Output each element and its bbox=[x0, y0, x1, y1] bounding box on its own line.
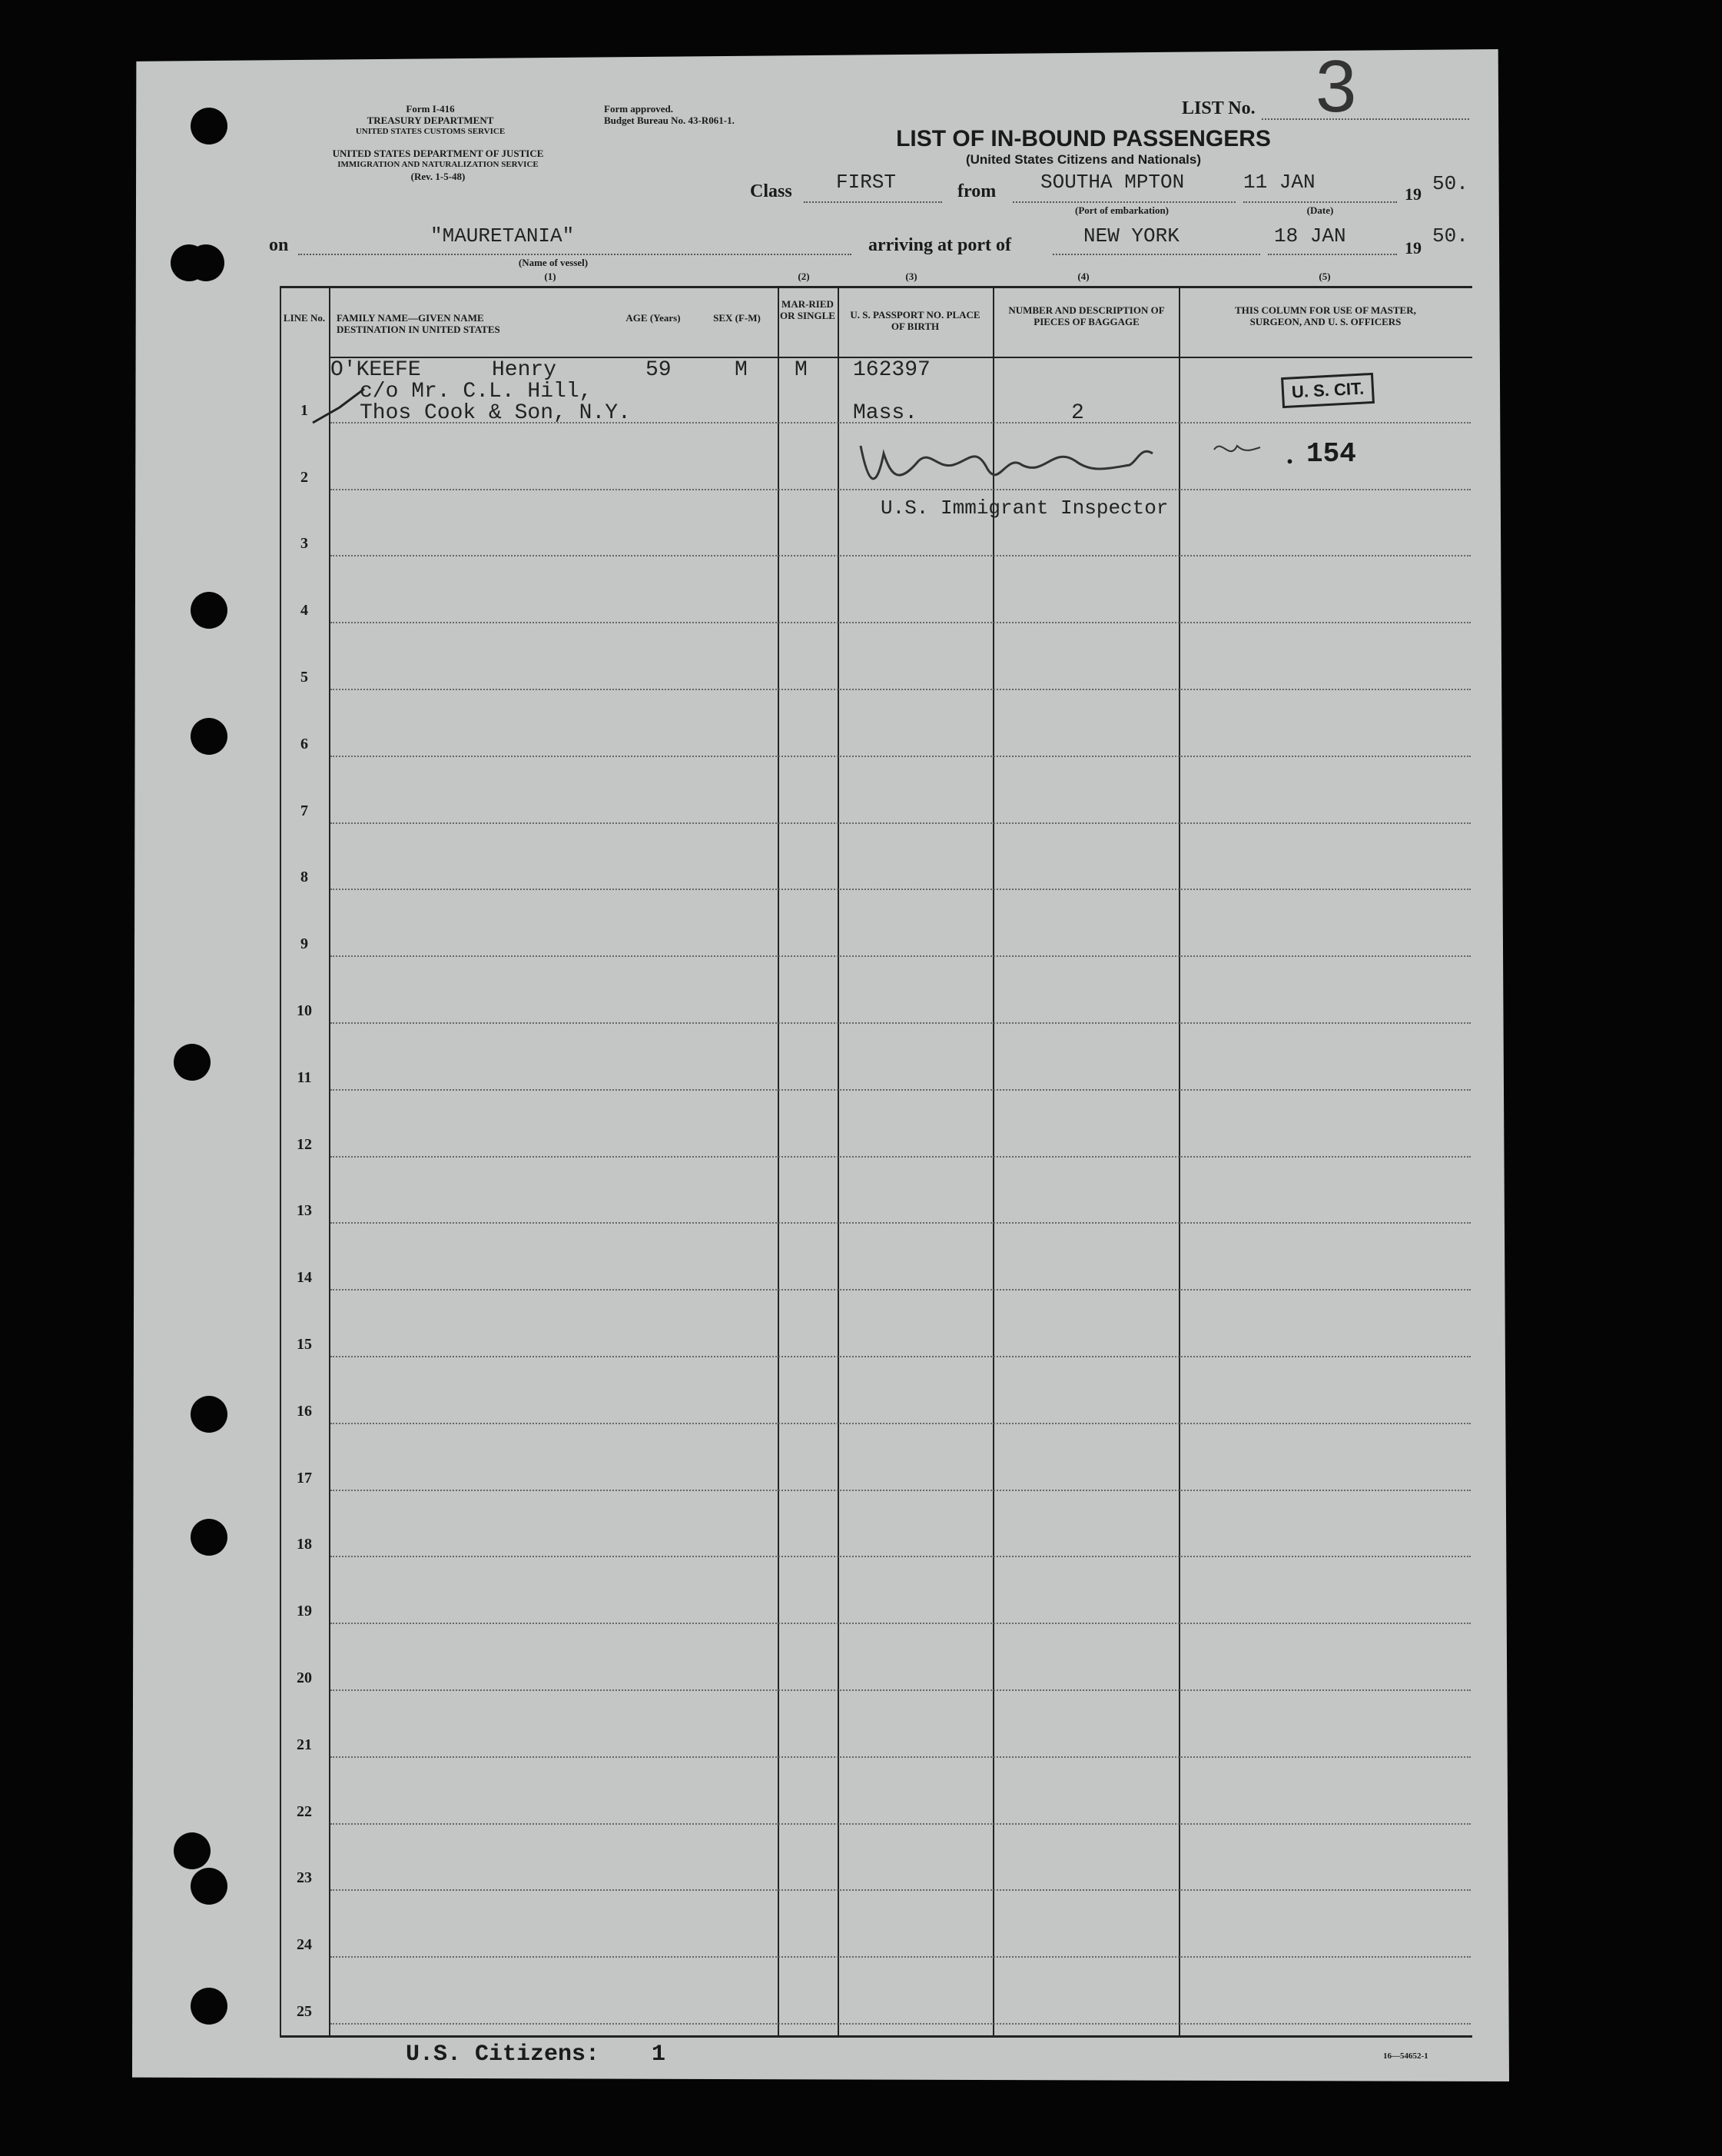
family-name: O'KEEFE bbox=[330, 358, 421, 382]
table-left-border bbox=[280, 286, 281, 2037]
punch-hole bbox=[187, 244, 224, 281]
vessel-line bbox=[298, 254, 851, 255]
header-line-no: LINE No. bbox=[283, 312, 326, 324]
punch-hole bbox=[191, 1519, 227, 1556]
given-name: Henry bbox=[492, 358, 557, 382]
line-number: 21 bbox=[297, 1736, 312, 1753]
line-number: 19 bbox=[297, 1603, 312, 1619]
col-num-4: (4) bbox=[1077, 271, 1090, 282]
budget-bureau: Budget Bureau No. 43-R061-1. bbox=[604, 115, 735, 126]
col-num-2: (2) bbox=[798, 271, 810, 282]
line-number: 6 bbox=[300, 736, 308, 752]
row-line bbox=[330, 1689, 1471, 1691]
revision: (Rev. 1-5-48) bbox=[410, 171, 466, 182]
punch-hole bbox=[191, 592, 227, 629]
row-line bbox=[330, 822, 1471, 824]
line-number: 4 bbox=[300, 602, 308, 619]
line-number: 24 bbox=[297, 1936, 312, 1953]
row-line bbox=[330, 622, 1471, 623]
col-num-5: (5) bbox=[1319, 271, 1331, 282]
row-line bbox=[330, 955, 1471, 957]
line-number: 17 bbox=[297, 1470, 312, 1487]
on-label: on bbox=[269, 235, 289, 255]
us-cit-stamp: U. S. CIT. bbox=[1281, 373, 1375, 408]
record-number: 154 bbox=[1306, 438, 1356, 470]
col-divider-married bbox=[838, 286, 839, 2037]
embark-date-line bbox=[1243, 201, 1397, 203]
birthplace: Mass. bbox=[853, 401, 918, 425]
arrival-year: 50. bbox=[1432, 224, 1468, 247]
vessel-caption: (Name of vessel) bbox=[518, 257, 589, 268]
col-divider-passport bbox=[993, 286, 994, 2037]
arrival-year-prefix: 19 bbox=[1405, 238, 1422, 257]
page-subtitle: (United States Citizens and Nationals) bbox=[965, 152, 1202, 167]
row-line bbox=[330, 1756, 1471, 1758]
row-line bbox=[330, 1956, 1471, 1958]
col-num-1: (1) bbox=[544, 271, 556, 282]
line-number: 9 bbox=[300, 935, 308, 952]
line-number: 12 bbox=[297, 1136, 312, 1153]
line-number: 14 bbox=[297, 1269, 312, 1286]
row-line bbox=[330, 1623, 1471, 1624]
line-number: 7 bbox=[300, 802, 308, 819]
punch-hole bbox=[191, 1396, 227, 1433]
table-top-border bbox=[280, 286, 1472, 288]
line-number: 5 bbox=[300, 669, 308, 686]
punch-hole bbox=[191, 718, 227, 755]
port-embark-caption: (Port of embarkation) bbox=[1074, 204, 1170, 216]
arrival-date: 18 JAN bbox=[1274, 224, 1346, 247]
punch-hole bbox=[191, 1988, 227, 2025]
row-line bbox=[330, 1889, 1471, 1891]
punch-hole bbox=[191, 1868, 227, 1905]
arriving-label: arriving at port of bbox=[868, 235, 1011, 255]
ins-service: IMMIGRATION AND NATURALIZATION SERVICE bbox=[337, 160, 539, 169]
line-number: 25 bbox=[297, 2003, 312, 2020]
header-name: FAMILY NAME—GIVEN NAME DESTINATION IN UNITED STATES bbox=[337, 312, 500, 335]
punch-hole bbox=[174, 1044, 211, 1081]
address-line-1: c/o Mr. C.L. Hill, bbox=[360, 380, 592, 404]
form-number: Form I-416 bbox=[406, 103, 455, 115]
embark-year: 50. bbox=[1432, 172, 1468, 195]
port-embark-value: SOUTHA MPTON bbox=[1040, 171, 1185, 194]
row-line bbox=[330, 1222, 1471, 1224]
port-embark-line bbox=[1013, 201, 1236, 203]
col-num-3: (3) bbox=[905, 271, 917, 282]
punch-hole bbox=[191, 108, 227, 145]
class-value: FIRST bbox=[836, 171, 897, 194]
table-bottom-border bbox=[280, 2035, 1472, 2038]
col-divider-name bbox=[778, 286, 779, 2037]
row-line bbox=[330, 689, 1471, 690]
citizens-label: U.S. Citizens: bbox=[406, 2041, 600, 2068]
row-line bbox=[330, 1022, 1471, 1024]
line-number: 22 bbox=[297, 1803, 312, 1820]
class-label: Class bbox=[750, 181, 792, 201]
inspector-title: U.S. Immigrant Inspector bbox=[881, 497, 1169, 520]
married-value: M bbox=[795, 358, 808, 382]
line-number: 23 bbox=[297, 1869, 312, 1886]
form-approved: Form approved. bbox=[604, 103, 674, 115]
from-label: from bbox=[957, 181, 997, 201]
justice-dept: UNITED STATES DEPARTMENT OF JUSTICE bbox=[332, 148, 544, 159]
vessel-name: "MAURETANIA" bbox=[430, 224, 575, 247]
header-passport: U. S. PASSPORT NO. PLACE OF BIRTH bbox=[850, 309, 980, 332]
age-value: 59 bbox=[645, 358, 672, 382]
line-number: 1 bbox=[300, 402, 308, 419]
manifest-page bbox=[132, 49, 1509, 2081]
dot-mark: . bbox=[1286, 439, 1293, 470]
list-no-line bbox=[1262, 118, 1469, 120]
line-number: 2 bbox=[300, 469, 308, 486]
check-mark bbox=[309, 384, 370, 430]
row-line bbox=[330, 889, 1471, 890]
line-number: 11 bbox=[297, 1069, 312, 1086]
citizens-count: 1 bbox=[652, 2041, 666, 2068]
row-line bbox=[330, 1556, 1471, 1557]
line-number: 18 bbox=[297, 1536, 312, 1553]
list-no-value: 3 bbox=[1316, 45, 1357, 128]
baggage-count: 2 bbox=[1071, 401, 1084, 425]
embark-year-prefix: 19 bbox=[1405, 184, 1422, 204]
class-line bbox=[804, 201, 942, 203]
date-caption: (Date) bbox=[1306, 204, 1334, 216]
inspector-signature bbox=[845, 430, 1276, 500]
row-line bbox=[330, 1156, 1471, 1158]
row-line bbox=[330, 555, 1471, 556]
line-number: 13 bbox=[297, 1202, 312, 1219]
line-number: 3 bbox=[300, 535, 308, 552]
arrival-port-line bbox=[1053, 254, 1260, 255]
row-line bbox=[330, 1423, 1471, 1424]
header-sex: SEX (F-M) bbox=[713, 312, 761, 324]
row-line bbox=[330, 756, 1471, 757]
row-line bbox=[330, 1289, 1471, 1291]
line-number: 8 bbox=[300, 869, 308, 885]
form-code: 16—54652-1 bbox=[1383, 2051, 1428, 2061]
row-line bbox=[330, 2023, 1471, 2025]
customs-service: UNITED STATES CUSTOMS SERVICE bbox=[355, 127, 506, 136]
arrival-port: NEW YORK bbox=[1083, 224, 1180, 247]
header-age: AGE (Years) bbox=[625, 312, 681, 324]
line-number: 16 bbox=[297, 1403, 312, 1420]
punch-hole bbox=[174, 1832, 211, 1869]
embark-date: 11 JAN bbox=[1243, 171, 1316, 194]
row-line bbox=[330, 1490, 1471, 1491]
line-number: 10 bbox=[297, 1002, 312, 1019]
arrival-date-line bbox=[1268, 254, 1397, 255]
line-number: 20 bbox=[297, 1669, 312, 1686]
sex-value: M bbox=[735, 358, 748, 382]
col-divider-baggage bbox=[1179, 286, 1180, 2037]
list-no-label: LIST No. bbox=[1182, 98, 1256, 118]
passport-no: 162397 bbox=[853, 358, 931, 382]
header-officers: THIS COLUMN FOR USE OF MASTER, SURGEON, AND U. S. OFFICERS bbox=[1235, 304, 1416, 327]
address-line-2: Thos Cook & Son, N.Y. bbox=[360, 401, 631, 425]
treasury-dept: TREASURY DEPARTMENT bbox=[367, 115, 494, 126]
row-line bbox=[330, 1823, 1471, 1825]
line-number: 15 bbox=[297, 1336, 312, 1353]
row-line bbox=[330, 1356, 1471, 1357]
header-baggage: NUMBER AND DESCRIPTION OF PIECES OF BAGGAGE bbox=[1008, 304, 1165, 327]
page-title: LIST OF IN-BOUND PASSENGERS bbox=[896, 126, 1271, 151]
col-divider-line bbox=[329, 286, 330, 2037]
header-married: MAR-RIED OR SINGLE bbox=[780, 298, 835, 321]
row-line bbox=[330, 1089, 1471, 1091]
